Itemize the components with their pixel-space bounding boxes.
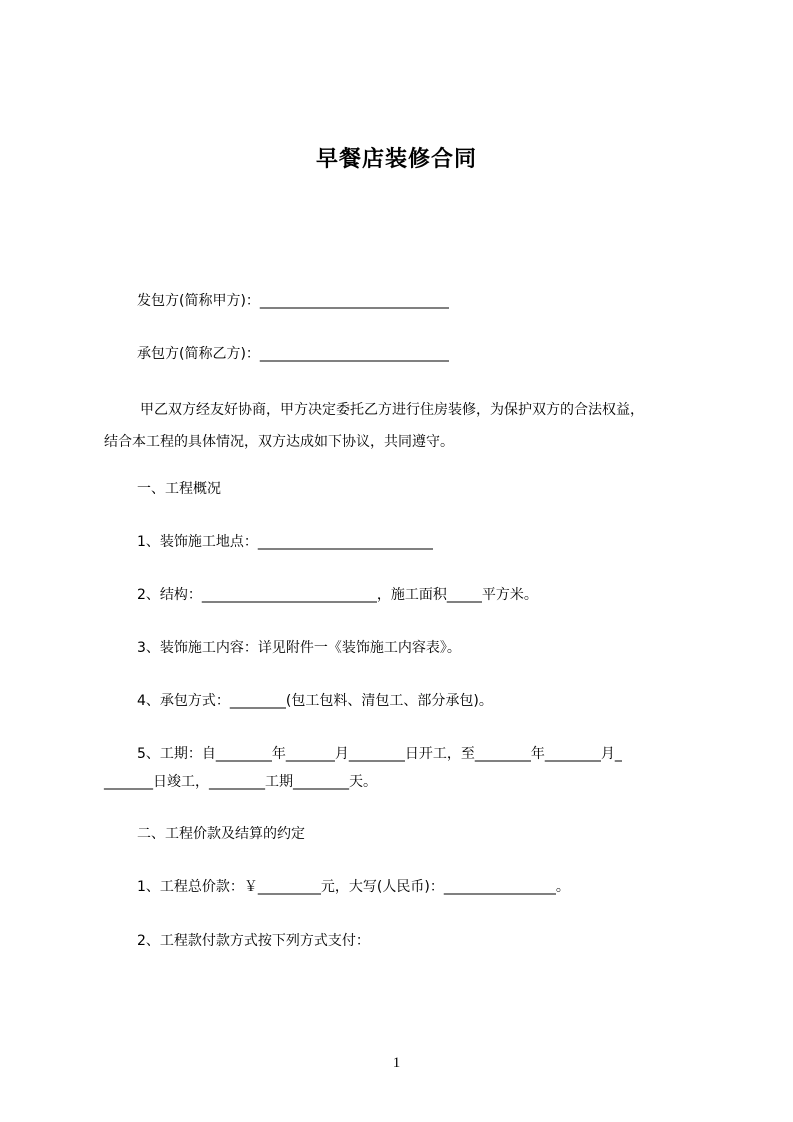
item-5-period-line-2: _______日竣工，________工期________天。 (104, 774, 377, 790)
intro-paragraph (104, 394, 694, 458)
page-number: 1 (392, 1055, 401, 1071)
item-3-content: 3、装饰施工内容：详见附件一《装饰施工内容表》。 (137, 640, 461, 656)
item-5-period-line-1: 5、工期：自________年_______月________日开工，至________年________月_ (137, 746, 622, 762)
document-title: 早餐店装修合同 (315, 147, 477, 172)
section-2-heading: 二、工程价款及结算的约定 (137, 826, 305, 842)
item-4-method: 4、承包方式：________(包工包料、清包工、部分承包)。 (137, 693, 493, 709)
item-2-structure: 2、结构：_________________________，施工面积_____平方米。 (137, 587, 538, 603)
party-a-line: 发包方(简称甲方)：___________________________ (137, 293, 449, 309)
item-1-location: 1、装饰施工地点：_________________________ (137, 534, 433, 550)
price-item-1: 1、工程总价款：￥_________元，大写(人民币)：________________。 (137, 879, 570, 895)
intro-line-1: 甲乙双方经友好协商，甲方决定委托乙方进行住房装修，为保护双方的合法权益， (140, 402, 644, 418)
section-1-heading: 一、工程概况 (137, 481, 221, 497)
party-b-line: 承包方(简称乙方)：___________________________ (137, 346, 449, 362)
price-item-2: 2、工程款付款方式按下列方式支付： (137, 933, 370, 949)
intro-line-2: 结合本工程的具体情况，双方达成如下协议，共同遵守。 (104, 434, 454, 450)
